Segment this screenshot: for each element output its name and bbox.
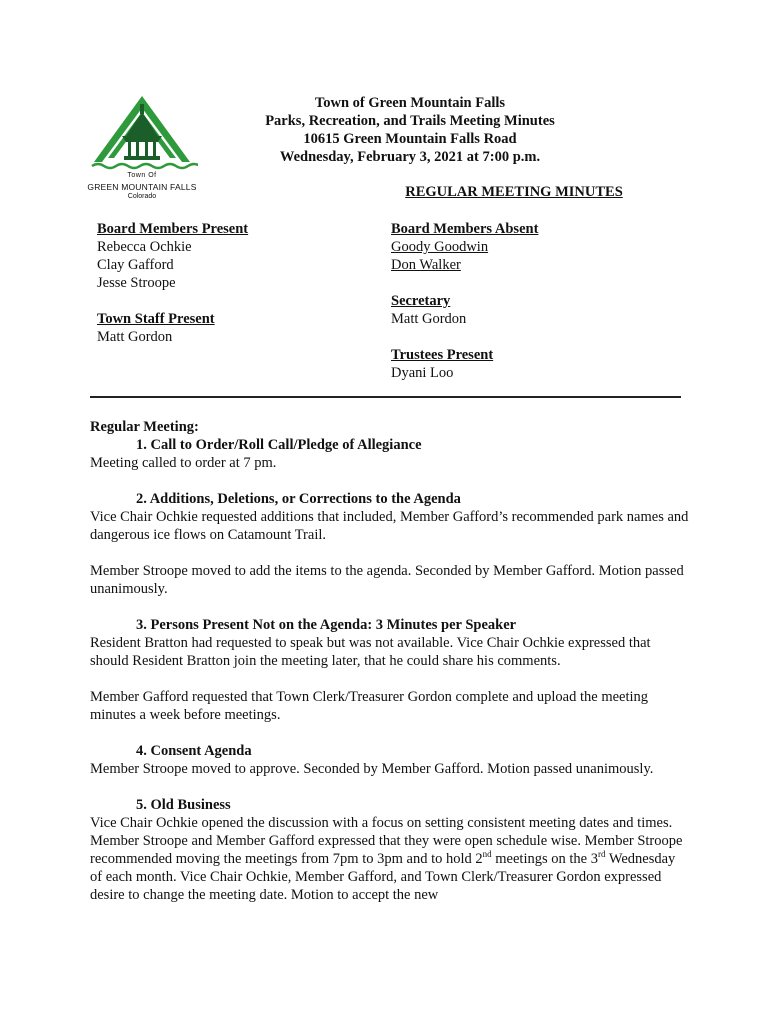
logo-town-text: Town Of <box>127 172 157 179</box>
header-address: 10615 Green Mountain Falls Road <box>303 131 517 147</box>
item-2-text-b: Member Stroope moved to add the items to the agenda. Seconded by Member Gafford. Motion passed unanimously. <box>90 563 684 597</box>
minutes-body <box>90 418 690 904</box>
superscript-nd: nd <box>482 849 492 860</box>
logo-state-text: Colorado <box>127 193 157 200</box>
regular-meeting-minutes-label: REGULAR MEETING MINUTES <box>405 184 623 200</box>
item-5-text <box>90 814 690 904</box>
present-member: Clay Gafford <box>97 257 174 273</box>
present-member: Rebecca Ochkie <box>97 239 192 255</box>
town-logo <box>86 90 198 202</box>
item-5-text-a: Vice Chair Ochkie opened the discussion with a focus on setting consistent meeting dates and times. Member Stroope and Member Gafford expressed that they were open schedule wise. Member Stroope recommended moving the meetings from 7pm to 3pm and to hold 2 <box>90 815 683 867</box>
absent-member: Goody Goodwin <box>391 239 489 255</box>
item-5-heading: 5. Old Business <box>136 797 231 813</box>
secretary-name: Matt Gordon <box>391 311 467 327</box>
item-5-text-c: Wednesday of each month. Vice Chair Ochkie, Member Gafford, and Town Clerk/Treasurer Gordon expressed desire to change the meeting date. Motion to accept the new <box>90 851 676 903</box>
logo-name-text: GREEN MOUNTAIN FALLS <box>87 182 197 192</box>
header-town: Town of Green Mountain Falls <box>314 95 506 111</box>
item-1-text: Meeting called to order at 7 pm. <box>90 455 277 471</box>
present-member: Jesse Stroope <box>97 275 176 291</box>
item-3-heading: 3. Persons Present Not on the Agenda: 3 Minutes per Speaker <box>136 617 517 633</box>
town-staff-present-heading: Town Staff Present <box>97 311 215 327</box>
trustees-present-heading: Trustees Present <box>391 347 494 363</box>
board-members-absent-heading: Board Members Absent <box>391 221 539 237</box>
item-2-text-a: Vice Chair Ochkie requested additions that included, Member Gafford’s recommended park names and dangerous ice flows on Catamount Trail. <box>90 509 689 543</box>
header-meeting-title: Parks, Recreation, and Trails Meeting Minutes <box>265 113 555 129</box>
item-5-text-b: meetings on the 3 <box>491 851 598 867</box>
item-4-heading: 4. Consent Agenda <box>136 743 252 759</box>
regular-meeting-heading: Regular Meeting: <box>90 419 199 435</box>
item-2-heading: 2. Additions, Deletions, or Corrections to the Agenda <box>136 491 461 507</box>
document-header <box>200 94 620 166</box>
item-1-heading: 1. Call to Order/Roll Call/Pledge of Allegiance <box>136 437 422 453</box>
item-3-text-b: Member Gafford requested that Town Clerk/Treasurer Gordon complete and upload the meeting minutes a week before meetings. <box>90 689 649 723</box>
board-members-present-heading: Board Members Present <box>97 221 249 237</box>
item-4-text: Member Stroope moved to approve. Seconded by Member Gafford. Motion passed unanimously. <box>90 761 654 777</box>
present-column <box>97 220 248 346</box>
mountain-gazebo-logo-icon <box>86 90 198 172</box>
section-divider <box>90 396 681 398</box>
header-date: Wednesday, February 3, 2021 at 7:00 p.m. <box>279 149 541 165</box>
secretary-heading: Secretary <box>391 293 451 309</box>
staff-member: Matt Gordon <box>97 329 173 345</box>
absent-column <box>391 220 538 382</box>
absent-member: Don Walker <box>391 257 461 273</box>
regular-meeting-minutes-title <box>200 184 740 201</box>
trustee-name: Dyani Loo <box>391 365 454 381</box>
item-3-text-a: Resident Bratton had requested to speak but was not available. Vice Chair Ochkie expressed that should Resident Bratton join the meeting later, that he could share his comments. <box>90 635 651 669</box>
superscript-rd: rd <box>597 849 606 860</box>
